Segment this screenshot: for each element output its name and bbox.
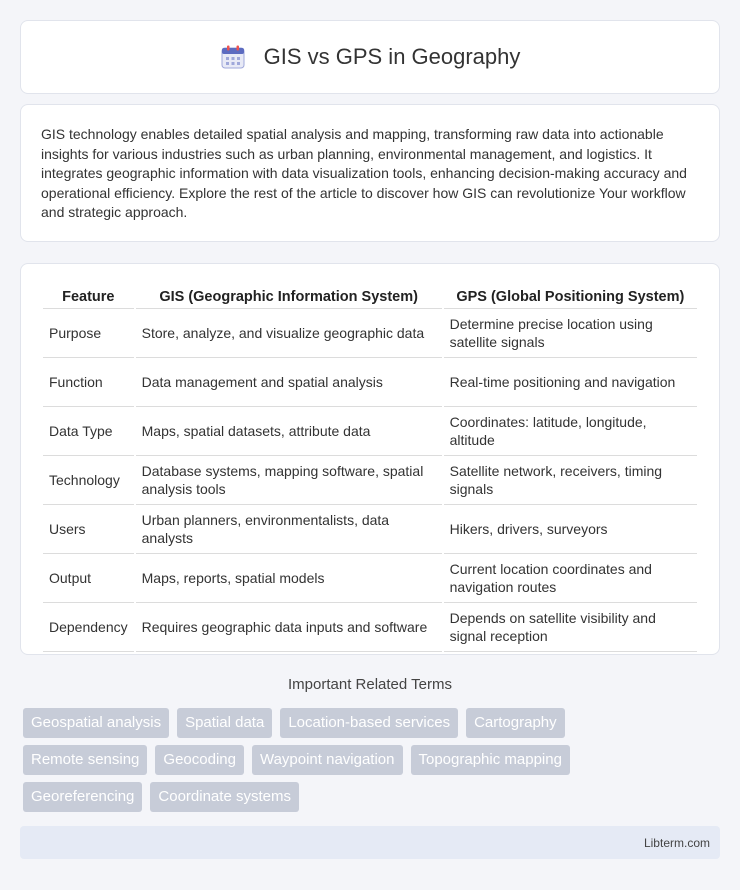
table-row [43,554,697,603]
term-tag[interactable]: Topographic mapping [411,745,570,775]
term-tag[interactable]: Location-based services [280,708,458,738]
calendar-icon [220,44,246,70]
header-gis: GIS (Geographic Information System) [135,282,443,309]
term-tag[interactable]: Geocoding [155,745,244,775]
table-row [43,603,697,652]
row-gps: Coordinates: latitude, longitude, altitude [443,407,697,456]
row-gis: Requires geographic data inputs and software [135,603,443,652]
header-gps: GPS (Global Positioning System) [443,282,697,309]
related-terms-list [23,708,723,819]
page-title: GIS vs GPS in Geography [263,44,521,69]
row-feature: Technology [43,456,135,505]
term-tag[interactable]: Spatial data [177,708,272,738]
row-gps: Satellite network, receivers, timing signals [443,456,697,505]
tag-row [23,708,723,738]
row-gis: Database systems, mapping software, spatial analysis tools [135,456,443,505]
header-card [20,20,720,94]
row-gps: Determine precise location using satellite signals [443,309,697,358]
table-row [43,505,697,554]
header-feature: Feature [43,282,135,309]
row-gps: Hikers, drivers, surveyors [443,505,697,554]
table-header-row [43,282,697,309]
footer [20,826,720,859]
term-tag[interactable]: Geospatial analysis [23,708,169,738]
row-gps: Depends on satellite visibility and signal reception [443,603,697,652]
row-gps: Real-time positioning and navigation [443,358,697,407]
row-gis: Maps, spatial datasets, attribute data [135,407,443,456]
table-row [43,358,697,407]
row-feature: Dependency [43,603,135,652]
term-tag[interactable]: Coordinate systems [150,782,299,812]
table-row [43,456,697,505]
intro-text: GIS technology enables detailed spatial analysis and mapping, transforming raw data into actionable insights for various industries such as urban planning, environmental management, and logistics. It integrates geographic information with data visualization tools, enhancing decision-making accuracy and operational efficiency. Explore the rest of the article to discover how GIS can revolutionize Your workflow and strategic approach. [41,126,687,221]
row-feature: Data Type [43,407,135,456]
term-tag[interactable]: Georeferencing [23,782,142,812]
footer-site-link[interactable]: Libterm.com [643,835,710,850]
term-tag[interactable]: Cartography [466,708,565,738]
term-tag[interactable]: Waypoint navigation [252,745,403,775]
row-feature: Output [43,554,135,603]
comparison-table [43,282,697,652]
tag-row [23,782,723,812]
table-row [43,407,697,456]
row-gps: Current location coordinates and navigation routes [443,554,697,603]
row-gis: Store, analyze, and visualize geographic data [135,309,443,358]
row-gis: Data management and spatial analysis [135,358,443,407]
row-feature: Purpose [43,309,135,358]
comparison-table-card [20,263,720,655]
row-gis: Maps, reports, spatial models [135,554,443,603]
tag-row [23,745,723,775]
term-tag[interactable]: Remote sensing [23,745,147,775]
row-feature: Users [43,505,135,554]
intro-card [20,104,720,242]
row-gis: Urban planners, environmentalists, data analysts [135,505,443,554]
related-terms-title: Important Related Terms [288,676,452,693]
row-feature: Function [43,358,135,407]
table-row [43,309,697,358]
